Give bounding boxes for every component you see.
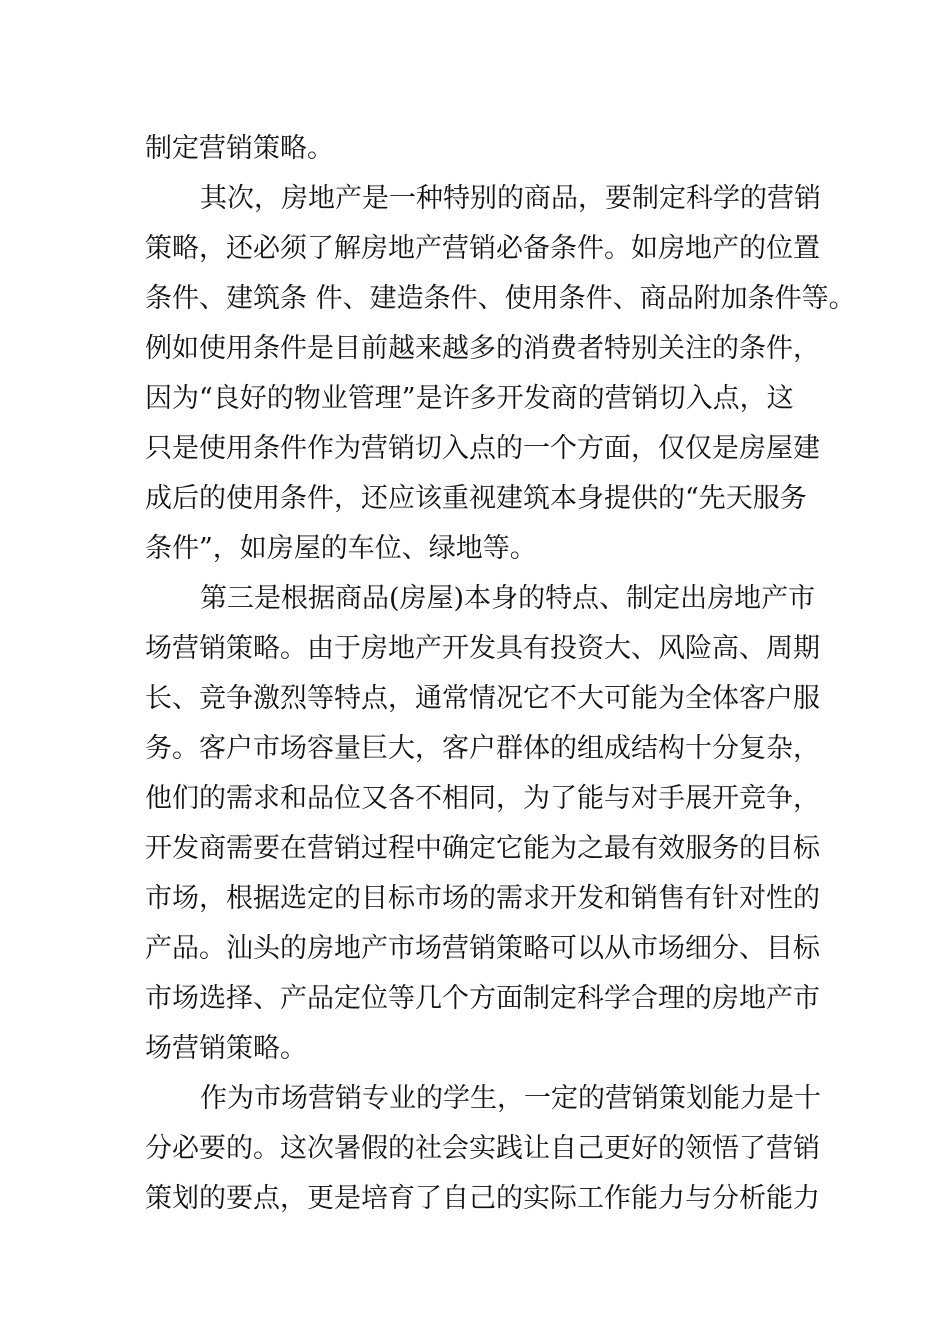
text-line: 场营销策略。 [145, 1033, 307, 1064]
text-line: 开发商需要在营销过程中确定它能为之最有效服务的目标 [145, 833, 820, 864]
text-line: 只是使用条件作为营销切入点的一个方面，仅仅是房屋建 [145, 433, 820, 464]
text-line: 分必要的。这次暑假的社会实践让自己更好的领悟了营销 [145, 1133, 820, 1164]
text-line: 产品。汕头的房地产市场营销策略可以从市场细分、目标 [145, 933, 820, 964]
paragraph-start-line: 第三是根据商品(房屋)本身的特点、制定出房地产市 [200, 583, 816, 614]
text-line: 条件、建筑条 件、建造条件、使用条件、商品附加条件等。 [145, 283, 856, 314]
text-line: 场营销策略。由于房地产开发具有投资大、风险高、周期 [145, 633, 820, 664]
text-line: 他们的需求和品位又各不相同，为了能与对手展开竞争， [145, 783, 820, 814]
paragraph-start-line: 其次，房地产是一种特别的商品，要制定科学的营销 [200, 183, 821, 214]
text-line: 条件”，如房屋的车位、绿地等。 [145, 533, 537, 564]
text-line: 制定营销策略。 [145, 133, 334, 164]
text-line: 因为“良好的物业管理”是许多开发商的营销切入点，这 [145, 383, 794, 414]
text-line: 市场，根据选定的目标市场的需求开发和销售有针对性的 [145, 883, 820, 914]
text-line: 长、竞争激烈等特点，通常情况它不大可能为全体客户服 [145, 683, 820, 714]
text-line: 例如使用条件是目前越来越多的消费者特别关注的条件， [145, 333, 820, 364]
text-line: 策划的要点，更是培育了自己的实际工作能力与分析能力 [145, 1183, 820, 1214]
text-line: 市场选择、产品定位等几个方面制定科学合理的房地产市 [145, 983, 820, 1014]
paragraph-start-line: 作为市场营销专业的学生，一定的营销策划能力是十 [200, 1083, 821, 1114]
text-line: 策略，还必须了解房地产营销必备条件。如房地产的位置 [145, 233, 820, 264]
text-line: 成后的使用条件，还应该重视建筑本身提供的“先天服务 [145, 483, 807, 514]
text-line: 务。客户市场容量巨大，客户群体的组成结构十分复杂， [145, 733, 820, 764]
